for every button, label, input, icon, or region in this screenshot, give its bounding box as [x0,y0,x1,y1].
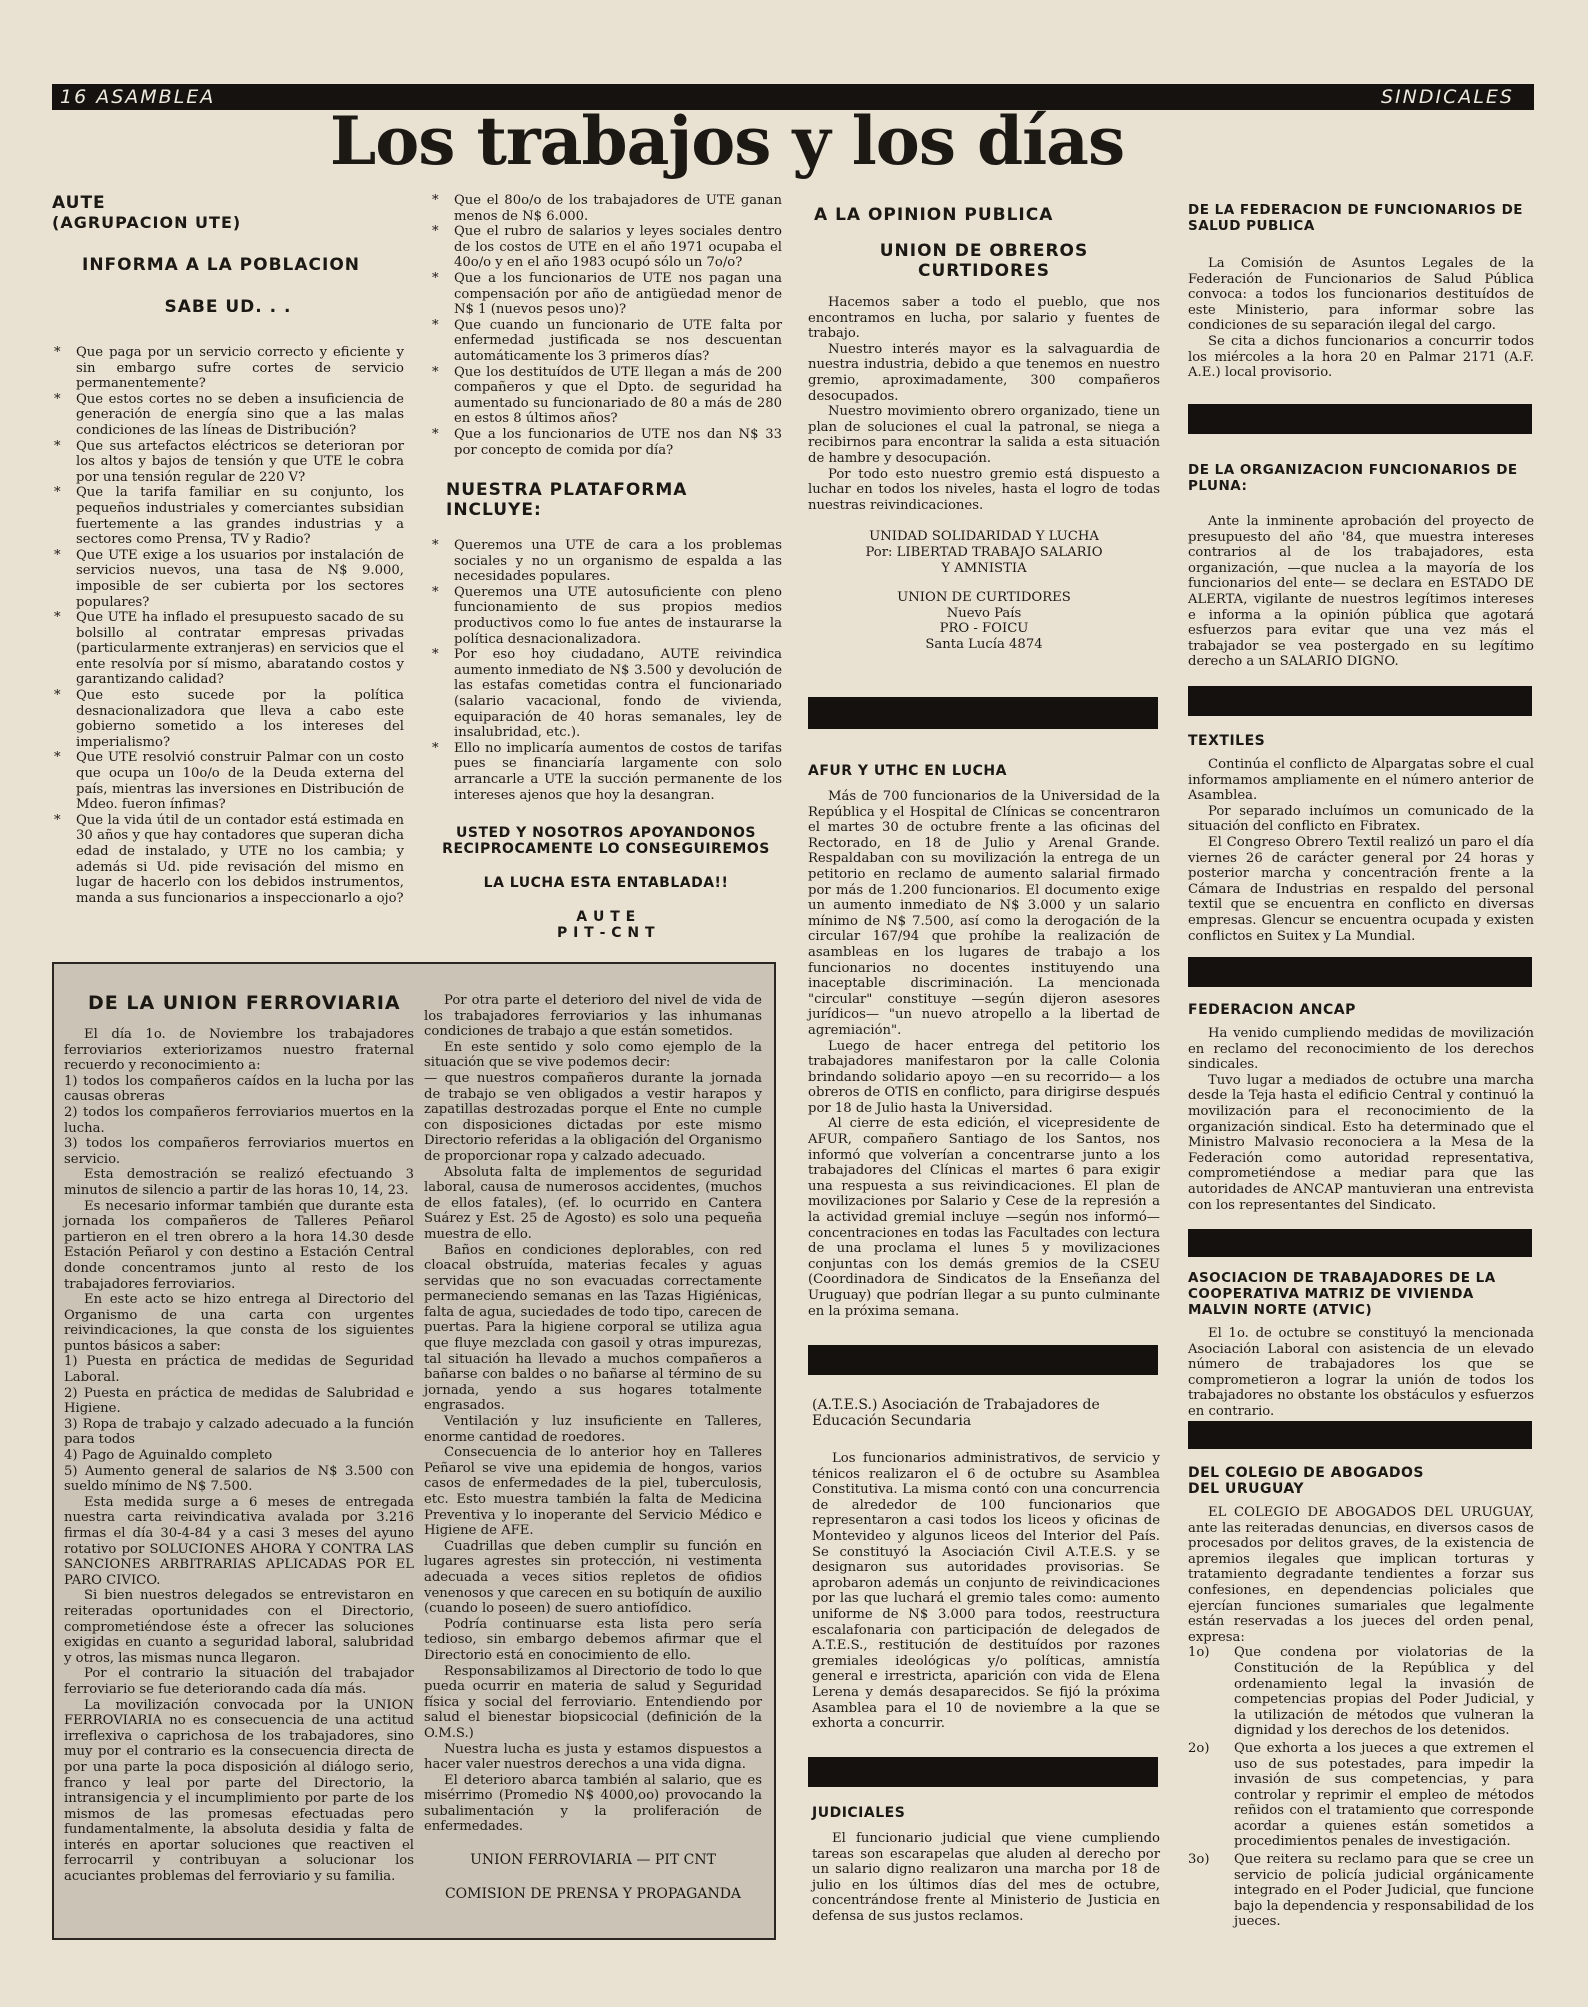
ferroviaria-paragraph: Esta medida surge a 6 meses de entregada nuestra carta reivindicativa avalada por 3.216 firmas el día 30-4-84 y a casi 3 meses del ayuno rotativo por SOLUCIONES AHORA Y CONTRA LAS SANCIONES ARBITRARIAS APLICADAS POR EL PARO CIVICO. [64,1494,414,1588]
aute-sabe: SABE UD. . . [164,297,292,317]
aute-signature-union: P I T - C N T [556,925,656,942]
afur-paragraph: Al cierre de esta edición, el vicepresidente de AFUR, compañero Santiago de los Santos, nos informó que volverían a concentrarse junto a los trabajadores del Clínicas el martes 6 para exigir una respuesta a sus reivindicaciones. El plan de movilizaciones por Salario y Cese de la represión a la actividad gremial incluye —según nos informó— concentraciones en todas las Facultades con lectura de una proclama el lunes 5 y movilizaciones conjuntas con los demás gremios de la CSEU (Coordinadora de Sindicatos de la Enseñanza del Uruguay) que podrían llegar a su punto culminante en la próxima semana. [808,1116,1160,1319]
ferroviaria-signature-commission: COMISION DE PRENSA Y PROPAGANDA [444,1885,742,1902]
list-item: 3) Ropa de trabajo y calzado adecuado a la función para todos [64,1416,414,1448]
abogados-article [1188,1465,1534,1932]
list-item [1188,1645,1534,1739]
list-item: 2) todos los compañeros ferroviarios muertos en la lucha. [64,1104,414,1136]
afur-paragraph: Luego de hacer entrega del petitorio los trabajadores manifestaron por la calle Colonia brindando solidario apoyo —en su recorrido— a los obreros de OTIS en conflicto, para dirigirse después por 18 de Julio hasta la Universidad. [808,1038,1160,1116]
pluna-paragraph: Ante la inminente aprobación del proyecto de presupuesto del año '84, que muestra intereses contrarios al de los trabajadores, esta organización, —que nuclea a la mayoría de los funcionarios del ente— se declara en ESTADO DE ALERTA, vigilante de nuestros legítimos intereses e informa a la opinión pública que agotará esfuerzos para evitar que una vez más el trabajador se vea postergado en su legítimo derecho a un SALARIO DIGNO. [1188,514,1534,670]
list-item-number: 3o) [1188,1852,1210,1868]
afur-article [808,763,1160,1319]
list-item-number: 1o) [1188,1645,1210,1661]
aute-closing: USTED Y NOSOTROS APOYANDONOS RECIPROCAMENTE LO CONSEGUIREMOS [442,825,770,858]
ancap-paragraph: Tuvo lugar a mediados de octubre una marcha desde la Teja hasta el edificio Central y continuó la movilización para el reconocimiento de la organización sindical. Esto ha determinado que el Ministro Malvasio reconociera a la Mesa de la Federación como autoridad representativa, comprometiéndose a mediar para que las autoridades de ANCAP mantuvieran una entrevista con los representantes del Sindicato. [1188,1072,1534,1213]
abogados-heading: DEL COLEGIO DE ABOGADOS [1188,1465,1425,1481]
page-title: Los trabajos y los días [329,102,1125,180]
curtidores-paragraph: Nuestro interés mayor es la salvaguardia de nuestra industria, debido a que tenemos en nuestro gremio, aproximadamente, 300 compañeros desocupados. [808,341,1160,404]
ferroviaria-paragraph: Absoluta falta de implementos de seguridad laboral, causa de numerosos accidentes, (muchos de ellos fatales), (ef. lo ocurrido en Cantera Suárez y Est. 25 de Agosto) es solo una pequeña muestra de ello. [424,1164,762,1242]
abogados-list [1188,1645,1534,1930]
ferroviaria-paragraph: Es necesario informar también que durante esta jornada los compañeros de Talleres Peñarol partieron en el tren obrero a la hora 14.30 desde Estación Peñarol y con destino a Estación Central donde concentramos junto al resto de los trabajadores ferroviarios. [64,1198,414,1292]
list-item: * Que UTE exige a los usuarios por instalación de servicios nuevos, una tasa de N$ 9.000, imposible de ser cubierta por los sectores populares? [52,548,404,610]
curtidores-signature-line: Nuevo País [946,605,1022,621]
ferroviaria-col-a [64,993,414,1885]
pluna-heading: DE LA ORGANIZACION FUNCIONARIOS DE PLUNA: [1188,462,1518,494]
ates-heading: (A.T.E.S.) Asociación de Trabajadores de Educación Secundaria [812,1397,1100,1429]
ferroviaria-paragraph: El deterioro abarca también al salario, que es misérrimo (Promedio N$ 4000,oo) provocando la subalimentación y la proliferación de enfermedades. [424,1772,762,1835]
ferroviaria-paragraph: Nuestra lucha es justa y estamos dispuestos a hacer valer nuestros derechos a una vida digna. [424,1741,762,1773]
list-item: * Ello no implicaría aumentos de costos de tarifas pues se financiaría largamente con solo arrancarle a UTE la succión permanente de los intereses ajenos que hoy la desangran. [430,741,782,803]
ferroviaria-paragraph: El día 1o. de Noviembre los trabajadores ferroviarios exteriorizamos nuestro fraternal recuerdo y reconocimiento a: [64,1027,414,1074]
aute-plataforma-heading: NUESTRA PLATAFORMA INCLUYE: [446,480,688,521]
aute-plataforma-list [430,538,782,803]
curtidores-paragraph: Nuestro movimiento obrero organizado, tiene un plan de soluciones el cual la patronal, se niega a recibirnos para encontrar la salida a esta situación de hambre y desocupación. [808,404,1160,466]
list-item: * Que los destituídos de UTE llegan a más de 200 compañeros y que el Dpto. de seguridad ha aumentado su funcionariado de 80 a más de 280 en estos 8 últimos años? [430,365,782,427]
list-item: * Que paga por un servicio correcto y eficiente y sin embargo sufre cortes de servicio permanentemente? [52,345,404,392]
aute-question-list [52,345,404,906]
ferroviaria-heading: DE LA UNION FERROVIARIA [88,992,401,1014]
abogados-paragraph: EL COLEGIO DE ABOGADOS DEL URUGUAY, ante las reiteradas denuncias, en diversos casos de procesados por delitos graves, de la existencia de apremios ilegales que implican torturas y tratamiento degradante tendientes a forzar sus confesiones, en dependencias policiales que ejercían funciones sumariales que legalmente están reservadas a los jueces del orden penal, expresa: [1188,1505,1534,1645]
ferroviaria-paragraph: — que nuestros compañeros durante la jornada de trabajo se ven obligados a vestir harapos y zapatillas destrozadas porque el Ente no cumple con disposiciones dictadas por este mismo Directorio referidas a la obligación del Organismo de proporcionar ropa y calzado adecuado. [424,1070,762,1164]
aute-informa: INFORMA A LA POBLACION [82,255,361,275]
textiles-paragraph: Continúa el conflicto de Alpargatas sobre el cual informamos ampliamente en el número anterior de Asamblea. [1188,757,1534,804]
ferroviaria-paragraph: Por otra parte el deterioro del nivel de vida de los trabajadores ferroviarios y las inhumanas condiciones de trabajo a que están sometidos. [424,993,762,1040]
list-item: * Que UTE resolvió construir Palmar con un costo que ocupa un 10o/o de la Deuda externa del país, mientras las inversiones en Distribución de Mdeo. fueron ínfimas? [52,750,404,812]
atvic-article [1188,1270,1534,1420]
column-divider-bar [1188,1421,1532,1449]
abogados-heading-line2: DEL URUGUAY [1188,1481,1305,1497]
textiles-heading: TEXTILES [1188,733,1266,749]
aute-slogan: LA LUCHA ESTA ENTABLADA!! [483,875,729,892]
afur-paragraph: Más de 700 funcionarios de la Universidad de la República y el Hospital de Clínicas se concentraron el martes 30 de octubre frente a las oficinas del Rectorado, en 18 de Julio y Arenal Grande. Respaldaban con su movilización la entrega de un petitorio en reclamo de aumento salarial firmado por más de 1.200 funcionarios. El documento exige un aumento inmediato de N$ 3.000 y un salario mínimo de N$ 7.500, así como la derogación de la circular 167/94 que prohíbe la realización de asambleas en los lugares de trabajo a los funcionarios no docentes instituyendo una inaceptable discriminación. La mencionada "circular" constituye —según dijeron asesores jurídicos— "un nuevo atropello a la libertad de agremiación". [808,789,1160,1038]
list-item-text: Que condena por violatorias de la Constitución de la República y del ordenamiento legal la invasión de competencias propias del Poder Judicial, y la utilización de métodos que vulneran la dignidad y los derechos de los detenidos. [1234,1645,1534,1739]
atvic-paragraph: El 1o. de octubre se constituyó la mencionada Asociación Laboral con asistencia de un elevado número de trabajadores los que se comprometieron a lograr la unión de todos los trabajadores no obstante los obstáculos y esfuerzos en contrario. [1188,1326,1534,1419]
list-item: * Por eso hoy ciudadano, AUTE reivindica aumento inmediato de N$ 3.500 y devolución de las estafas cometidas contra el funcionariado (salario vacacional, fondo de vivienda, equiparación de 40 horas semanales, ley de insalubridad, etc.). [430,647,782,741]
aute-article-b [430,193,782,941]
list-item: * Queremos una UTE de cara a los problemas sociales y no un organismo de espalda a las necesidades populares. [430,538,782,585]
afur-heading: AFUR Y UTHC EN LUCHA [808,763,1007,779]
salud-paragraph: La Comisión de Asuntos Legales de la Federación de Funcionarios de Salud Pública convoca: a todos los funcionarios destituídos de este Ministerio, para informar sobre las condiciones de su separación ilegal del cargo. [1188,256,1534,334]
textiles-paragraph: El Congreso Obrero Textil realizó un paro el día viernes 26 de carácter general por 24 horas y posterior marcha y concentración frente a la Cámara de Industrias en respaldo del personal textil que se encuentra en conflicto en diversas empresas. Glencur se encuentra ocupada y existen conflictos en Suitex y La Mundial. [1188,834,1534,944]
list-item-text: Que exhorta a los jueces a que extremen el uso de sus potestades, para impedir la invasión de sus competencias, y para controlar y reprimir el empleo de métodos reñidos con el tratamiento que corresponde acordar a quienes están sometidos a procedimientos penales de investigación. [1234,1740,1534,1850]
ferroviaria-paragraph: Por el contrario la situación del trabajador ferroviario se fue deteriorando cada día más. [64,1666,414,1697]
atvic-heading: ASOCIACION DE TRABAJADORES DE LA COOPERATIVA MATRIZ DE VIVIENDA MALVIN NORTE (ATVIC) [1188,1270,1496,1318]
ferroviaria-paragraph: Si bien nuestros delegados se entrevistaron en reiteradas oportunidades con el Directorio, comprometiéndose éste a ofrecer las soluciones exigidas en cuanto a seguridad laboral, salubridad y otros, las mismas nunca llegaron. [64,1588,414,1666]
textiles-paragraph: Por separado incluímos un comunicado de la situación del conflicto en Fibratex. [1188,803,1534,835]
list-item: * Que estos cortes no se deben a insuficiencia de generación de energía sino que a las malas condiciones de las líneas de Distribución? [52,392,404,439]
pluna-article [1188,462,1534,670]
column-divider-bar [808,697,1158,729]
ferroviaria-paragraph: En este sentido y solo como ejemplo de la situación que se vive podemos decir: [424,1039,762,1071]
curtidores-subheading: UNION DE OBREROS CURTIDORES [879,241,1089,281]
list-item-number: 2o) [1188,1740,1210,1756]
ancap-heading: FEDERACION ANCAP [1188,1002,1356,1018]
list-item: * Que el 80o/o de los trabajadores de UTE ganan menos de N$ 6.000. [430,193,782,224]
ferroviaria-paragraph: Baños en condiciones deplorables, con red cloacal obstruída, materias fecales y aguas servidas que no son evacuadas correctamente permaneciendo semanas en las Tazas Higiénicas, falta de agua, suciedades de todo tipo, carecen de puertas. Para la higiene corporal se utiliza agua que fluye mezclada con gasoil y otras impurezas, tal situación ha llevado a muchos compañeros a bañarse con baldes o no bañarse al término de su jornada, yendo a sus hogares totalmente engrasados. [424,1242,762,1414]
column-divider-bar [808,1345,1158,1375]
curtidores-signature: UNION DE CURTIDORES [897,590,1071,606]
aute-heading: AUTE [52,193,106,213]
judiciales-heading: JUDICIALES [812,1805,906,1821]
curtidores-slogan-line3: Y AMNISTIA [941,560,1027,576]
ferroviaria-paragraph: Esta demostración se realizó efectuando 3 minutos de silencio a partir de las horas 10, 14, 23. [64,1167,414,1198]
ferroviaria-paragraph: La movilización convocada por la UNION FERROVIARIA no es consecuencia de una actitud irreflexiva o caprichosa de los trabajadores, sino muy por el contrario es la consecuencia directa de por una parte la poca disposición al diálogo serio, franco y leal por parte del Directorio, la intransigencia y el incumplimiento por parte de los mismos de las promesas efectuadas pero fundamentalmente, la absoluta desidia y falta de interés en aportar soluciones que reactiven el ferrocarril y contribuyan a solucionar los acuciantes problemas del ferroviario y su familia. [64,1697,414,1885]
ates-article [812,1397,1160,1732]
aute-question-list-cont [430,193,782,458]
ancap-article [1188,1002,1534,1213]
column-divider-bar [1188,404,1532,434]
salud-heading: DE LA FEDERACION DE FUNCIONARIOS DE SALUD PUBLICA [1188,202,1524,234]
list-item: 1) todos los compañeros caídos en la lucha por las causas obreras [64,1073,414,1105]
ferroviaria-paragraph: Cuadrillas que deben cumplir su función en lugares agrestes sin protección, ni vestimenta adecuada a veces sitios repletos de ofidios venenosos y que carecen en su botiquín de auxilio (cuando lo poseen) de suero antiofídico. [424,1538,762,1617]
curtidores-address: Santa Lucía 4874 [925,636,1043,652]
column-divider-bar [1188,1229,1532,1257]
ferroviaria-paragraph: Podría continuarse esta lista pero sería tedioso, sin embargo debemos afirmar que el Directorio está en conocimiento de ello. [424,1616,762,1663]
list-item [1188,1741,1534,1850]
list-item [1188,1852,1534,1930]
textiles-article [1188,733,1534,944]
curtidores-heading: A LA OPINION PUBLICA [814,205,1054,225]
list-item: * Que a los funcionarios de UTE nos pagan una compensación por año de antigüedad menor de N$ 1 (nuevos pesos uno)? [430,271,782,318]
section-name: SINDICALES [1380,86,1514,108]
column-divider-bar [1188,686,1532,716]
list-item: 3) todos los compañeros ferroviarios muertos en servicio. [64,1136,414,1167]
salud-article [1188,202,1534,381]
ancap-paragraph: Ha venido cumpliendo medidas de movilización en reclamo del reconocimiento de los derechos sindicales. [1188,1026,1534,1073]
list-item: * Que cuando un funcionario de UTE falta por enfermedad justificada se nos descuentan automáticamente los 3 primeros días? [430,318,782,365]
curtidores-slogan-line2: Por: LIBERTAD TRABAJO SALARIO [865,544,1103,560]
curtidores-slogan: UNIDAD SOLIDARIDAD Y LUCHA [869,529,1099,545]
list-item: * Que a los funcionarios de UTE nos dan N$ 33 por concepto de comida por día? [430,427,782,458]
judiciales-paragraph: El funcionario judicial que viene cumpliendo tareas son escarapelas que aluden al derecho por un salario digno realizaron una marcha por 18 de julio en los últimos días del mes de octubre, concentrándose frente al Ministerio de Justicia en defensa de sus justos reclamos. [812,1831,1160,1924]
page-number-section: 16 ASAMBLEA [60,86,216,108]
ferroviaria-paragraph: Ventilación y luz insuficiente en Talleres, enorme cantidad de roedores. [424,1414,762,1445]
list-item-text: Que reitera su reclamo para que se cree un servicio de policía judicial orgánicamente integrado en el Poder Judicial, que funcione bajo la dependencia y responsabilidad de los jueces. [1234,1852,1534,1930]
list-item: 1) Puesta en práctica de medidas de Seguridad Laboral. [64,1354,414,1386]
column-divider-bar [808,1757,1158,1787]
list-item: * Que esto sucede por la política desnacionalizadora que lleva a cabo este gobierno sometido a los intereses del imperialismo? [52,688,404,750]
curtidores-paragraph: Por todo esto nuestro gremio está dispuesto a luchar en todos los niveles, hasta el logro de todas nuestras reivindicaciones. [808,466,1160,513]
list-item: * Que el rubro de salarios y leyes sociales dentro de los costos de UTE en el año 1971 ocupaba el 40o/o y en el año 1983 ocupó sólo un 7o/o? [430,224,782,271]
salud-paragraph: Se cita a dichos funcionarios a concurrir todos los miércoles a la hora 20 en Palmar 2171 (A.F. A.E.) local provisorio. [1188,333,1534,381]
curtidores-article [808,205,1160,652]
ferroviaria-col-b [424,993,762,1902]
list-item: * Que la tarifa familiar en su conjunto, los pequeños industriales y comerciantes subsidian fuertemente a las grandes industrias y a sectores como Prensa, TV y Radio? [52,485,404,547]
curtidores-paragraph: Hacemos saber a todo el pueblo, que nos encontramos en lucha, por salario y fuentes de trabajo. [808,295,1160,342]
ates-paragraph: Los funcionarios administrativos, de servicio y ténicos realizaron el 6 de octubre su Asamblea Constitutiva. La misma contó con una concurrencia de alrededor de 100 funcionarios que representaron a casi todos los liceos y oficinas de Montevideo y algunos liceos del Interior del País. Se constituyó la Asociación Civil A.T.E.S. y se designaron sus autoridades provisorias. Se aprobaron además un conjunto de reivindicaciones por las que luchará el gremio tales como: aumento uniforme de N$ 3.000 para todos, reestructura escalafonaria con participación de delegados de A.T.E.S., restitución de destituídos por razones gremiales ideológicas y/o políticas, amnistía general e irrestricta, aparición con vida de Elena Lerena y demás desaparecidos. Se fijó la próxima Asamblea para el 10 de noviembre a la que se exhorta a concurrir. [812,1451,1160,1732]
ferroviaria-paragraph: En este acto se hizo entrega al Directorio del Organismo de una carta con urgentes reivindicaciones, la que consta de los siguientes puntos básicos a saber: [64,1292,414,1354]
list-item: * Queremos una UTE autosuficiente con pleno funcionamiento de sus propios medios productivos como lo fue antes de instaurarse la política desnacionalizadora. [430,585,782,647]
aute-subheading: (AGRUPACION UTE) [52,213,242,232]
aute-signature: A U T E [576,909,636,926]
list-item: 4) Pago de Aguinaldo completo [64,1448,273,1464]
ferroviaria-paragraph: Responsabilizamos al Directorio de todo lo que pueda ocurrir en materia de salud y Seguridad física y social del ferroviario. Entendiendo por salud el bienestar biopsicocial (definición de la O.M.S.) [424,1663,762,1741]
column-divider-bar [1188,957,1532,987]
list-item: * Que la vida útil de un contador está estimada en 30 años y que hay contadores que superan dicha edad de instalado, y UTE no los cambia; y además si Ud. pide revisación del mismo en lugar de hacerlo con los debidos instrumentos, manda a sus funcionarios a inspeccionarlo a ojo? [52,813,404,907]
curtidores-signature-line: PRO - FOICU [939,621,1029,637]
list-item: * Que sus artefactos eléctricos se deterioran por los altos y bajos de tensión y que UTE le cobra por una tensión regular de 220 V? [52,439,404,486]
ferroviaria-signature: UNION FERROVIARIA — PIT CNT [470,1852,716,1869]
ferroviaria-paragraph: Consecuencia de lo anterior hoy en Talleres Peñarol se vive una epidemia de hongos, varios casos de enfermedades de la piel, tuberculosis, etc. Esto muestra también la falta de Medicina Preventiva y lo inoperante del Servicio Médico e Higiene de AFE. [424,1445,762,1539]
judiciales-article [812,1805,1160,1925]
list-item: * Que UTE ha inflado el presupuesto sacado de su bolsillo al contratar empresas privadas (particularmente extranjeras) en servicios que el ente resolvía por sí mismo, abaratando costos y garantizando calidad? [52,610,404,688]
list-item: 5) Aumento general de salarios de N$ 3.500 con sueldo mínimo de N$ 7.500. [64,1463,414,1495]
aute-article-a [52,193,404,906]
list-item: 2) Puesta en práctica de medidas de Salubridad e Higiene. [64,1385,414,1417]
